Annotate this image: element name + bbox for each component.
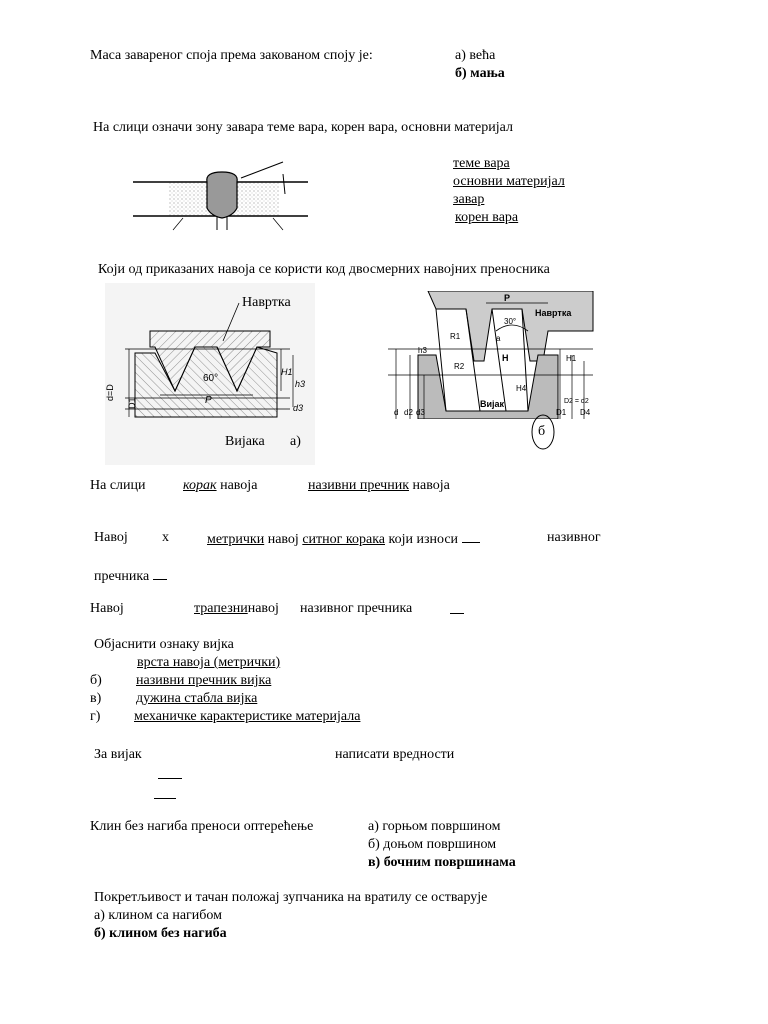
label-pitch-P: P: [205, 395, 212, 406]
label-angle-60: 60°: [203, 373, 219, 384]
trap-thread-label: Навој: [90, 601, 124, 616]
label-H1-b: H1: [566, 354, 577, 363]
label-variant-b: б: [538, 424, 546, 439]
answer-option-b-correct: б) мања: [455, 66, 505, 81]
key-option-a: а) горњом површином: [368, 819, 501, 834]
label-D1: D1: [127, 397, 137, 409]
label-H: H: [502, 353, 509, 363]
write-values-instruction: написати вредности: [335, 747, 455, 762]
label-weld-root: корен вара: [455, 210, 519, 225]
label-variant-a: а): [290, 434, 301, 449]
item-c-marker: в): [90, 691, 102, 706]
blank-diameter[interactable]: [153, 567, 167, 580]
screw-label: За вијак: [94, 747, 142, 762]
thread-multiplier: x: [162, 530, 169, 545]
prompt-on-figure: На слици: [90, 478, 146, 493]
item-thread-kind: врста навоја (метрички): [137, 655, 281, 670]
question-screw-designation: Објаснити ознаку вијка: [94, 637, 234, 652]
label-nut-b: Навртка: [535, 308, 572, 318]
nominal-line: називни пречник навоја: [308, 478, 450, 493]
item-b-marker: б): [90, 673, 102, 688]
item-shank-length: дужина стабла вијка: [136, 691, 258, 706]
question-key-load: Клин без нагиба преноси оптерећење: [90, 819, 314, 834]
label-d3-b: d3: [416, 408, 425, 417]
trapezoidal-thread-figure: [388, 291, 598, 419]
answer-option-a: а) већа: [455, 48, 496, 63]
nominal-diameter-term: називни пречник: [308, 478, 410, 493]
label-nut-a: Навртка: [242, 295, 291, 310]
label-a: a: [496, 334, 501, 343]
label-angle-30: 30°: [504, 317, 517, 326]
key-option-b: б) доњом површином: [368, 837, 497, 852]
value-blank-1[interactable]: [158, 766, 182, 784]
label-H1: H1: [281, 367, 293, 377]
label-h3-b: h3: [418, 346, 427, 355]
label-weld-face: теме вара: [453, 156, 510, 171]
item-mechanical-properties: механичке карактеристике материјала: [134, 709, 361, 724]
label-D4: D4: [580, 408, 591, 417]
label-d: d: [394, 408, 399, 417]
key-option-c-correct: в) бочним површинама: [368, 855, 516, 870]
trap-nominal: називног пречника: [300, 601, 413, 616]
value-blank-2[interactable]: [154, 786, 176, 804]
label-d2: d2: [404, 408, 413, 417]
item-d-marker: г): [90, 709, 101, 724]
thread-label: Навој: [94, 530, 128, 545]
pitch-line: корак навоја: [183, 478, 258, 493]
metric-fine-line: метрички навој ситног корака који износи: [207, 530, 480, 548]
label-screw-b: Вијак: [480, 399, 505, 409]
label-R2: R2: [454, 362, 465, 371]
trap-thread-line: трапезнинавој: [194, 601, 279, 616]
label-D1-b: D1: [556, 408, 567, 417]
trap-blank[interactable]: [450, 601, 464, 619]
item-nominal-diameter: називни пречник вијка: [136, 673, 272, 688]
question-gear-position: Покретљивост и тачан положај зупчаника на вратилу се остварује: [94, 890, 488, 905]
label-pitch-P-b: P: [504, 293, 511, 303]
weld-diagram: [133, 158, 308, 233]
label-h3: h3: [295, 379, 306, 389]
blank-pitch[interactable]: [462, 530, 480, 543]
label-base-material: основни материјал: [453, 174, 565, 189]
label-D2-equals-d2: D2 = d2: [564, 398, 589, 405]
question-thread-type: Који од приказаних навоја се користи код двосмерних навојних преносника: [98, 262, 550, 277]
gear-option-b-correct: б) клином без нагиба: [94, 926, 227, 941]
pitch-term: корак: [183, 478, 217, 493]
diameter-line: пречника: [94, 567, 167, 585]
label-d-equals-D: d=D: [105, 384, 115, 401]
gear-option-a: а) клином са нагибом: [94, 908, 222, 923]
label-R1: R1: [450, 332, 461, 341]
label-d3: d3: [293, 403, 304, 413]
label-screw-a: Вијака: [225, 434, 265, 449]
label-weld: завар: [453, 192, 485, 207]
question-weld-mass: Маса завареног споја према закованом споју је:: [90, 48, 373, 63]
nominal-word: називног: [547, 530, 601, 545]
label-H4: H4: [516, 384, 527, 393]
question-weld-zones: На слици означи зону завара теме вара, корен вара, основни материјал: [93, 120, 513, 135]
